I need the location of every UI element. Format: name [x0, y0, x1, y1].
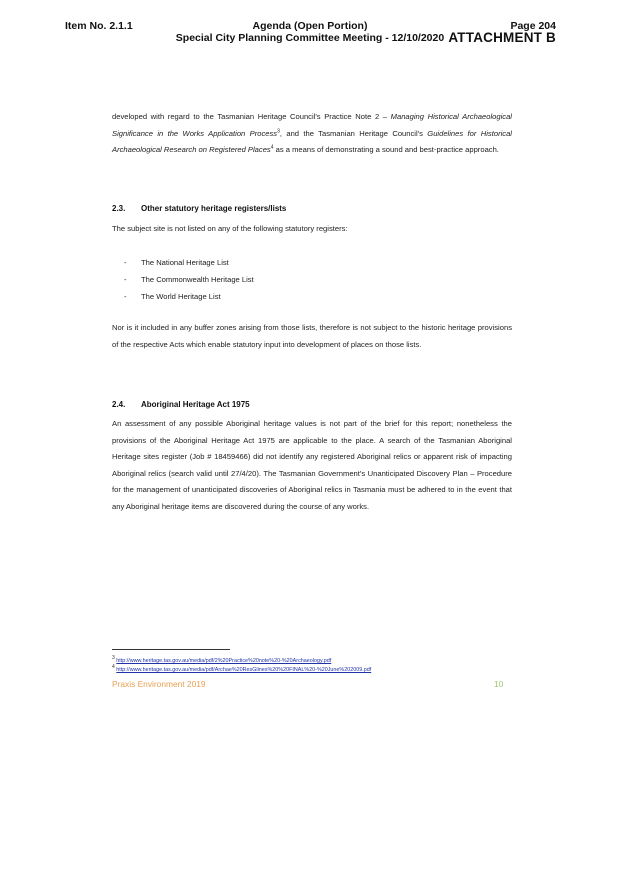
footnote-3: $^3$ http://www.heritage.tas.gov.au/media/pdf/2%20Practice%20note%20-%20Archaeology.pdf [112, 655, 332, 664]
section-heading-2-3 [112, 204, 286, 213]
footnote-ref-3[interactable]: 3 [277, 128, 280, 135]
section-heading-2-4 [112, 400, 250, 409]
header-meeting-title: Special City Planning Committee Meeting - 12/10/2020 [175, 32, 445, 44]
list-item: - The World Heritage List [124, 292, 221, 301]
header-page-info [448, 20, 556, 44]
heritage-register-list [124, 254, 254, 305]
footer-organisation: Praxis Environment 2019 [112, 679, 206, 689]
section-title: Other statutory heritage registers/lists [141, 204, 287, 213]
aboriginal-heritage-paragraph: An assessment of any possible Aboriginal heritage values is not part of the brief for this report; nonetheless the provisions of the Aboriginal Heritage Act 1975 are applicable to the place. A search of the Tasmanian Aboriginal Heritage sites register (Job # 18459466) did not identify any registered Aboriginal relics or apparent risk of impacting Aboriginal relics (search valid until 27/4/20). The Tasmanian Government's Unanticipated Discovery Plan – Procedure for the management of unanticipated discoveries of Aboriginal relics in Tasmania must be adhered to in the event that any Aboriginal heritage items are discovered during the course of any works. [112, 419, 512, 511]
header-page-number: Page 204 [510, 20, 556, 32]
section-title: Aboriginal Heritage Act 1975 [141, 400, 250, 409]
registers-intro: The subject site is not listed on any of the following statutory registers: [112, 224, 348, 233]
footnote-ref-4[interactable]: 4 [270, 144, 274, 151]
header-agenda [140, 20, 480, 44]
practice-note-title: Managing Historical Archaeological Significance in the Works Application Process [112, 112, 512, 138]
header-item-number: Item No. 2.1.1 [65, 20, 133, 32]
footnote-4-link[interactable]: http://www.heritage.tas.gov.au/media/pdf/Archae%20ResGlines%20%20FINAL%20-%20June%202009.pdf [116, 667, 372, 673]
guidelines-title: Guidelines for Historical Archaeological Research on Registered Places [112, 128, 512, 155]
section-number: 2.3. [112, 204, 126, 213]
section-number: 2.4. [112, 400, 126, 409]
footnote-divider [112, 649, 230, 650]
header-attachment-label: ATTACHMENT B [448, 30, 556, 45]
list-item: - The National Heritage List [124, 258, 229, 267]
footnote-4: $^4$ http://www.heritage.tas.gov.au/media/pdf/Archae%20ResGlines%20%20FINAL%20-%20June%202009.pdf [112, 664, 372, 673]
intro-paragraph: developed with regard to the Tasmanian Heritage Council's Practice Note 2 – Managing Historical Archaeological Significance in the Works Application Process$^3$, and the Tasmanian Heritage Council's Guidelines for Historical Archaeological Research on Registered Places$^4$ as a means of demonstrating a sound and best-practice approach. [112, 112, 512, 155]
footnote-3-link[interactable]: http://www.heritage.tas.gov.au/media/pdf/2%20Practice%20note%20-%20Archaeology.pdf [116, 658, 332, 664]
buffer-zones-paragraph: Nor is it included in any buffer zones arising from those lists, therefore is not subject to the historic heritage provisions of the respective Acts which enable statutory input into development of places on those lists. [112, 323, 512, 349]
footer-page-number: 10 [494, 679, 504, 689]
header-agenda-title: Agenda (Open Portion) [252, 20, 368, 32]
list-item: - The Commonwealth Heritage List [124, 275, 254, 284]
